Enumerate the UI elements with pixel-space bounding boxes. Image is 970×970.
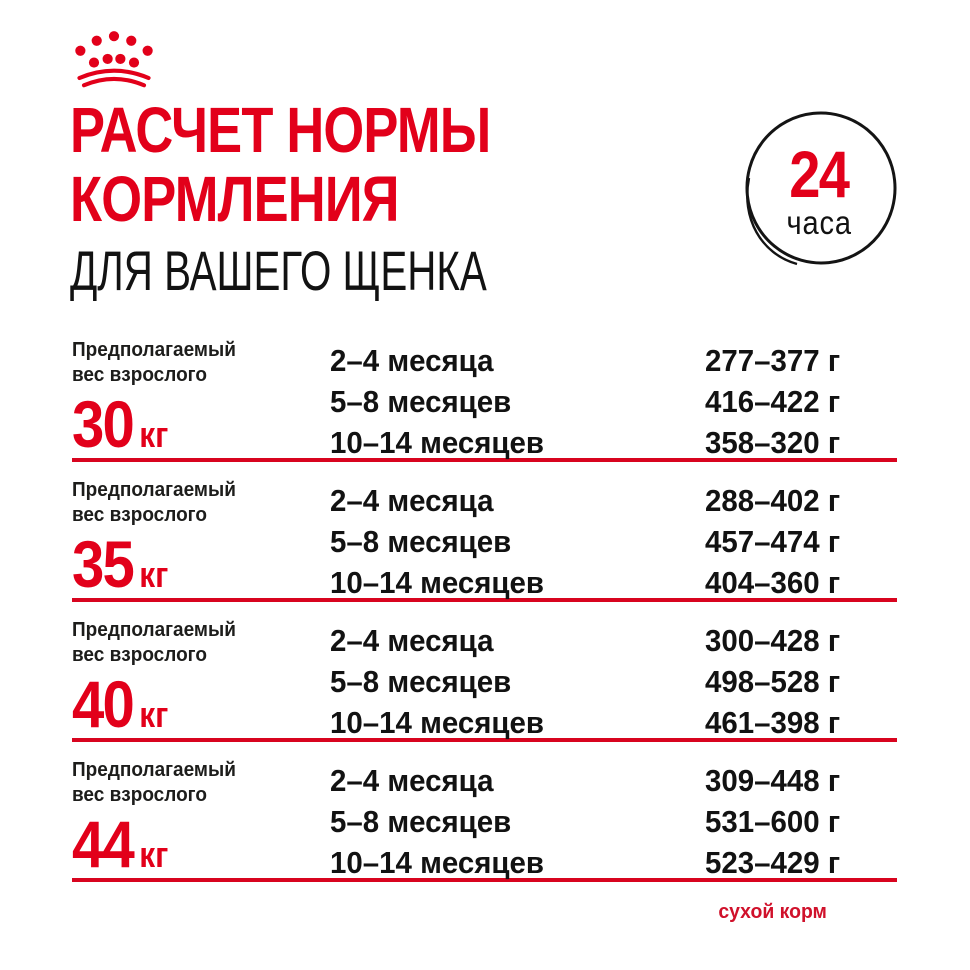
amount-value: 288–402 г: [705, 483, 841, 518]
badge-24-hours: [735, 108, 903, 272]
age-ranges-cell: [330, 758, 705, 883]
weight-unit: кг: [139, 554, 169, 595]
feeding-table: [72, 322, 897, 882]
age-ranges-cell: [330, 478, 705, 603]
amount-value: 531–600 г: [705, 804, 841, 839]
table-row-30kg: [72, 322, 897, 462]
weight-value: [72, 667, 299, 741]
weight-caption-line1: Предполагаемый: [72, 479, 236, 501]
age-range: 10–14 месяцев: [330, 565, 545, 600]
weight-caption-line1: Предполагаемый: [72, 339, 236, 361]
footer-note: сухой корм: [718, 901, 827, 923]
page-title: [70, 96, 490, 234]
age-range: 10–14 месяцев: [330, 705, 545, 740]
weight-number: 40: [72, 667, 134, 741]
badge-value: 24: [789, 137, 849, 211]
age-range: 5–8 месяцев: [330, 384, 512, 419]
amount-value: 358–320 г: [705, 425, 841, 460]
weight-unit: кг: [139, 834, 169, 875]
amount-value: 277–377 г: [705, 343, 841, 378]
weight-value: [72, 807, 299, 881]
amount-value: 523–429 г: [705, 845, 841, 880]
page-title-line2: КОРМЛЕНИЯ: [70, 163, 399, 235]
weight-cell: [72, 478, 330, 603]
amounts-cell: [705, 758, 897, 883]
crown-logo-icon: [66, 28, 162, 88]
badge-label: часа: [786, 204, 852, 241]
weight-unit: кг: [139, 694, 169, 735]
page-title-line1: РАСЧЕТ НОРМЫ: [70, 94, 491, 166]
amount-value: 498–528 г: [705, 664, 841, 699]
age-ranges-cell: [330, 618, 705, 743]
page-subtitle: ДЛЯ ВАШЕГО ЩЕНКА: [70, 239, 487, 302]
weight-number: 30: [72, 387, 134, 461]
weight-caption-line2: вес взрослого: [72, 644, 207, 666]
age-range: 2–4 месяца: [330, 763, 494, 798]
amounts-cell: [705, 478, 897, 603]
weight-cell: [72, 758, 330, 883]
weight-caption-line2: вес взрослого: [72, 504, 207, 526]
amounts-cell: [705, 618, 897, 743]
age-range: 5–8 месяцев: [330, 664, 512, 699]
weight-number: 44: [72, 807, 134, 881]
weight-number: 35: [72, 527, 134, 601]
weight-caption-line1: Предполагаемый: [72, 619, 236, 641]
weight-caption-line1: Предполагаемый: [72, 759, 236, 781]
age-range: 2–4 месяца: [330, 483, 494, 518]
age-range: 10–14 месяцев: [330, 425, 545, 460]
weight-value: [72, 527, 299, 601]
amount-value: 416–422 г: [705, 384, 841, 419]
amount-value: 461–398 г: [705, 705, 841, 740]
weight-unit: кг: [139, 414, 169, 455]
amounts-cell: [705, 338, 897, 463]
weight-cell: [72, 618, 330, 743]
amount-value: 300–428 г: [705, 623, 841, 658]
age-range: 2–4 месяца: [330, 623, 494, 658]
age-range: 10–14 месяцев: [330, 845, 545, 880]
age-ranges-cell: [330, 338, 705, 463]
amount-value: 404–360 г: [705, 565, 841, 600]
weight-cell: [72, 338, 330, 463]
table-row-44kg: [72, 742, 897, 882]
weight-value: [72, 387, 299, 461]
amount-value: 309–448 г: [705, 763, 841, 798]
table-row-35kg: [72, 462, 897, 602]
age-range: 5–8 месяцев: [330, 524, 512, 559]
age-range: 5–8 месяцев: [330, 804, 512, 839]
weight-caption-line2: вес взрослого: [72, 364, 207, 386]
age-range: 2–4 месяца: [330, 343, 494, 378]
amount-value: 457–474 г: [705, 524, 841, 559]
table-row-40kg: [72, 602, 897, 742]
weight-caption-line2: вес взрослого: [72, 784, 207, 806]
